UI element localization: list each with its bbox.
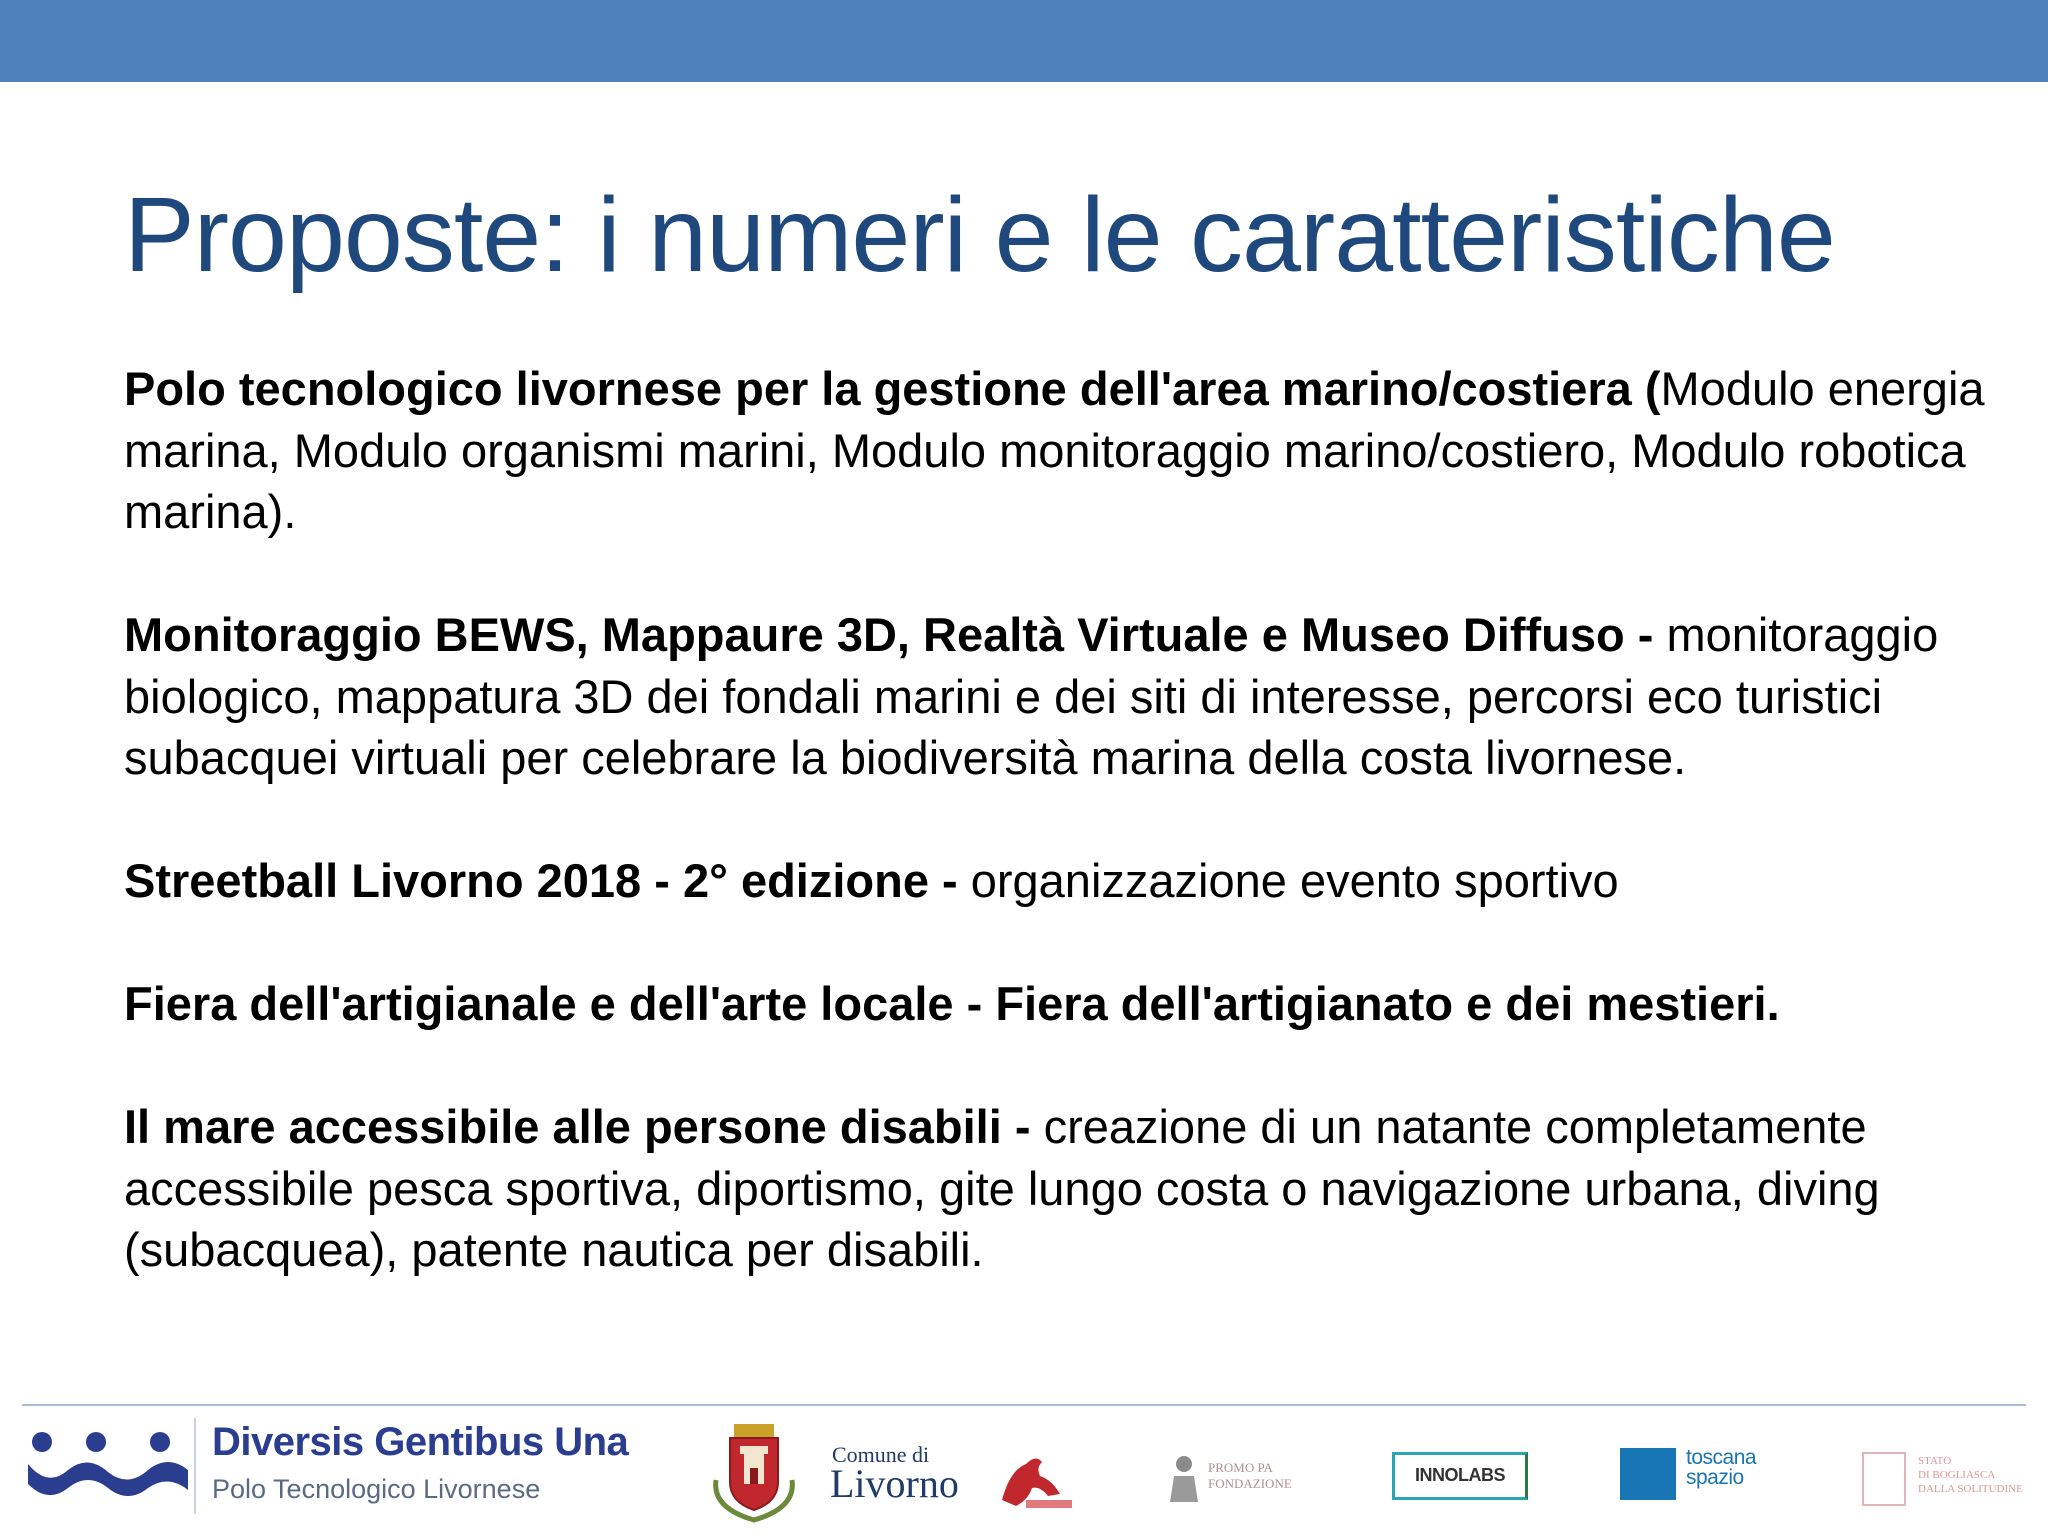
slide-title: Proposte: i numeri e le caratteristiche bbox=[124, 176, 1835, 294]
paragraph-heading: Fiera dell'artigianale e dell'arte locale - Fiera dell'artigianato e dei mestieri. bbox=[124, 977, 1780, 1030]
comune-name: Livorno bbox=[830, 1461, 959, 1506]
dgu-subtitle: Polo Tecnologico Livornese bbox=[212, 1474, 541, 1504]
comune-livorno-logo bbox=[706, 1420, 1076, 1530]
paragraph-heading: Il mare accessibile alle persone disabili - bbox=[124, 1100, 1044, 1153]
toscana-spazio-logo bbox=[1620, 1444, 1780, 1504]
livorno-crest-icon bbox=[706, 1420, 806, 1524]
paragraph-text: monitoraggio biologico, mappatura 3D dei fondali marini e dei siti di interesse, percorsi eco turistici subacquei virtuali per celebrare la biodiversità marina della costa livornese. bbox=[124, 608, 1939, 784]
promo-pa-logo bbox=[1164, 1450, 1304, 1510]
paragraph-monitoraggio bbox=[124, 604, 2004, 789]
paragraph-heading: Polo tecnologico livornese per la gestione dell'area marino/costiera ( bbox=[124, 362, 1661, 415]
paragraph-fiera bbox=[124, 973, 2004, 1035]
paragraph-heading: Streetball Livorno 2018 - 2° edizione - bbox=[124, 854, 971, 907]
slide-body bbox=[124, 358, 2004, 1342]
paragraph-mare bbox=[124, 1096, 2004, 1281]
comune-prefix: Comune di bbox=[832, 1442, 930, 1467]
stato-logo bbox=[1862, 1450, 2042, 1514]
stato-text: STATO DI BOGLIASCA DALLA SOLITUDINE bbox=[1918, 1455, 2023, 1495]
dgu-separator bbox=[194, 1418, 196, 1514]
paragraph-text: Modulo energia marina, Modulo organismi marini, Modulo monitoraggio marino/costiero, Modulo robotica marina). bbox=[124, 362, 1985, 538]
paragraph-polo bbox=[124, 358, 2004, 543]
top-bar bbox=[0, 0, 2048, 82]
dgu-logo bbox=[28, 1418, 648, 1518]
stato-emblem-icon bbox=[1862, 1452, 1906, 1506]
innolabs-text: INNOLABS bbox=[1415, 1465, 1505, 1485]
toscana-mark-icon bbox=[1620, 1448, 1676, 1500]
promo-pa-text: PROMO PA FONDAZIONE bbox=[1208, 1460, 1292, 1491]
innolabs-logo bbox=[1392, 1452, 1528, 1500]
figure-icon bbox=[1164, 1454, 1204, 1504]
toscana-spazio-text: toscana spazio bbox=[1686, 1446, 1757, 1489]
paragraph-streetball bbox=[124, 850, 2004, 912]
red-horse-icon bbox=[996, 1450, 1074, 1514]
paragraph-text: creazione di un natante completamente accessibile pesca sportiva, diportismo, gite lungo costa o navigazione urbana, diving (subacquea), patente nautica per disabili. bbox=[124, 1100, 1880, 1276]
paragraph-heading: Monitoraggio BEWS, Mappaure 3D, Realtà Virtuale e Museo Diffuso - bbox=[124, 608, 1667, 661]
paragraph-text: organizzazione evento sportivo bbox=[970, 854, 1619, 907]
wave-dots-icon bbox=[28, 1426, 188, 1506]
dgu-name: Diversis Gentibus Una bbox=[212, 1420, 629, 1464]
footer-divider bbox=[22, 1404, 2026, 1406]
